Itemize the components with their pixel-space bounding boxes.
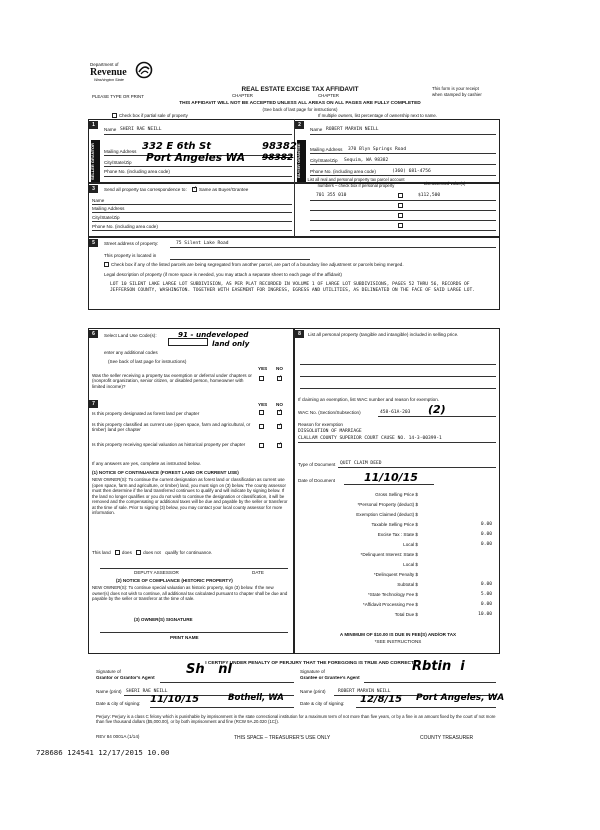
notice2-text: NEW OWNER(S): To continue special valuation as historic property, sign (3) below. If the new owner(s) does not wish to continue, all additional tax calculated pursuant to chapter shall be due and payable by the seller or transferor at the time of sale. — [92, 585, 288, 601]
wac-subsection-handwritten: (2) — [428, 403, 446, 416]
q3-no-checkbox[interactable] — [277, 424, 282, 429]
q1-text: Was the seller receiving a property tax exemption or deferral under chapters or (nonprofit organization, senior citizen, or disabled person, homeowner with limited income)? — [92, 373, 252, 389]
tax-row-label: *Personal Property (deduct) $ — [357, 502, 418, 507]
parcel-checkbox-1[interactable] — [398, 193, 403, 198]
section-7-number: 7 — [89, 400, 98, 408]
buyer-city-value: Sequim, WA 98382 — [344, 158, 389, 163]
multiple-owners-note: If multiple owners, list percentage of ownership next to name. — [318, 113, 438, 118]
tax-row-label: Excise Tax : State $ — [377, 532, 418, 537]
q4-no-checkbox[interactable] — [277, 443, 282, 448]
section-5-number: 5 — [89, 239, 98, 247]
land-use-code-handwritten: 91 - undeveloped — [178, 330, 249, 339]
q2-no-checkbox[interactable] — [277, 410, 282, 415]
please-type: PLEASE TYPE OR PRINT — [92, 94, 144, 99]
q1-yes-checkbox[interactable] — [259, 376, 264, 381]
seller-mailing-handwritten: 332 E 6th St — [142, 141, 211, 152]
grantee-sig-label-1: Signature of — [300, 669, 325, 674]
enter-codes-label: enter any additional codes — [104, 350, 158, 355]
tax-row — [298, 612, 496, 621]
buyer-phone-value: (360) 681-4756 — [392, 169, 431, 174]
seller-phone-label: Phone No. (including area code) — [104, 169, 170, 174]
buyer-name-label: Name — [310, 127, 323, 132]
grantor-signature: Sh nl — [186, 662, 232, 677]
reason-line-2: CLALLAM COUNTY SUPERIOR COURT CAUSE NO. 14-3-00399-1 — [298, 436, 442, 441]
legal-label: Legal description of property (if more space is needed, you may attach a separate sheet to each page of the affidavit) — [104, 272, 342, 277]
grantor-date-handwritten: 11/10/15 — [150, 694, 200, 705]
buyer-mailing-label: Mailing Address — [310, 147, 343, 152]
yes-header-1: YES — [258, 366, 268, 371]
treasurer-space-label: THIS SPACE – TREASURER'S USE ONLY — [234, 735, 331, 741]
grantee-date-handwritten: 12/8/15 — [360, 694, 403, 705]
parcel-checkboxes — [398, 193, 405, 198]
buyer-sidebar: BUYER GRANTEE — [297, 140, 306, 182]
tax-row — [298, 592, 496, 601]
same-as-buyer-checkbox[interactable] — [192, 187, 197, 192]
grantor-sig-label-2: Grantor or Grantor's Agent — [96, 675, 155, 680]
send-tax-city-label: City/State/Zip — [92, 215, 120, 220]
tax-row-label: Taxable Selling Price $ — [371, 522, 418, 527]
seller-zip-struck: 98382 — [262, 153, 294, 163]
grantee-signature: Rbtin i — [412, 659, 465, 674]
land-continuance-row — [92, 550, 212, 555]
q5-text: If any answers are yes, complete as instructed below. — [92, 461, 201, 466]
tax-row-label: *Delinquent Penalty $ — [373, 572, 418, 577]
tax-row-label: *Delinquent Interest: State $ — [360, 552, 418, 557]
does-label: does — [121, 550, 132, 555]
parcel-checkbox-3[interactable] — [398, 213, 403, 218]
partial-sale-label: Check box if partial sale of property — [119, 113, 188, 118]
tax-row-label: Local $ — [403, 562, 418, 567]
dept-line2: Revenue — [90, 67, 127, 78]
personal-property-label: List all personal property (tangible and intangible) included in selling price. — [308, 332, 459, 337]
notice1-text: NEW OWNER(S): To continue the current designation as forest land or classification as current use (open space, farm and agriculture, or timber) land, you must sign on (3) below. The county assessor must then determine if the land transferred continues to qualify and will indicate by signing below. If the land no longer qualifies or you do not wish to continue the designation or classification, it will be removed and the compensating or additional taxes will be due and payable by the seller or transferor at the time of sale. Prior to signing (3) below, you may contact your local county assessor for more information. — [92, 477, 288, 515]
doc-date-label: Date of Document — [298, 478, 336, 483]
q1-no-checkbox[interactable] — [277, 376, 282, 381]
grantor-sig-label-1: Signature of — [96, 669, 121, 674]
claim-exemption-label: If claiming an exemption, list WAC number and reason for exemption. — [298, 397, 440, 402]
tax-row-label: *Affidavit Processing Fee $ — [362, 602, 418, 607]
send-tax-label: Send all property tax correspondence to: — [104, 187, 187, 192]
receipt-note-1: This form is your receipt — [432, 86, 479, 91]
no-header-1: NO — [276, 366, 283, 371]
tax-row-label: Exemption Claimed (deduct) $ — [356, 512, 418, 517]
same-as-buyer-label: Same as Buyer/Grantee — [199, 187, 249, 192]
tax-row-label: Subtotal $ — [397, 582, 418, 587]
this-land-label: This land — [92, 550, 111, 555]
tax-row-label: *State Technology Fee $ — [368, 592, 418, 597]
parcel-number: 701 355 010 — [316, 193, 347, 198]
q2-text: Is this property designated as forest land per chapter — [92, 411, 200, 416]
tax-row — [298, 602, 496, 611]
notice2-title: (2) NOTICE OF COMPLIANCE (HISTORIC PROPERTY) — [116, 578, 233, 583]
does-not-checkbox[interactable] — [136, 550, 141, 555]
q4-text: Is this property receiving special valuation as historical property per chapter — [92, 442, 246, 447]
land-use-see-back: (See back of last page for instructions) — [108, 359, 187, 364]
tax-row — [298, 582, 496, 591]
yes-header-2: YES — [258, 402, 268, 407]
section-1-number: 1 — [89, 121, 98, 129]
section-8-number: 8 — [295, 330, 304, 338]
send-tax-name-label: Name — [92, 198, 105, 203]
section-6-number: 6 — [89, 330, 98, 338]
grantee-sig-label-2: Grantee or Grantee's Agent — [300, 675, 360, 680]
parcel-checkbox-2[interactable] — [398, 203, 403, 208]
parcels-heading-2: numbers – check box if personal property — [317, 183, 395, 188]
send-tax-mailing-label: Mailing Address — [92, 206, 125, 211]
buyer-city-label: City/State/Zip — [310, 158, 338, 163]
not-accepted-warning: THIS AFFIDAVIT WILL NOT BE ACCEPTED UNLESS ALL AREAS ON ALL PAGES ARE FULLY COMPLETED — [179, 101, 421, 106]
seller-sidebar: SELLER GRANTOR — [91, 140, 100, 182]
partial-sale-checkbox[interactable] — [112, 113, 117, 118]
deputy-date-label: DATE — [252, 570, 264, 575]
wac-value: 458-61A-203 — [380, 410, 411, 415]
grantor-date-label: Date & city of signing: — [96, 701, 141, 706]
print-name-label: PRINT NAME — [170, 635, 199, 640]
q3-yes-checkbox[interactable] — [259, 424, 264, 429]
dept-line1: Department of — [90, 62, 119, 67]
owner-signature-label: (3) OWNER(S) SIGNATURE — [134, 617, 193, 622]
land-use-code-box[interactable] — [168, 338, 208, 346]
grantor-name-label: Name (print) — [96, 689, 122, 694]
buyer-phone-label: Phone No. (including area code) — [310, 169, 376, 174]
land-use-code-handwritten-2: land only — [212, 339, 250, 348]
section-3-number: 3 — [89, 185, 98, 193]
q4-yes-checkbox[interactable] — [259, 443, 264, 448]
form-title: REAL ESTATE EXCISE TAX AFFIDAVIT — [241, 86, 359, 93]
see-back-note: (See back of last page for instructions) — [262, 107, 338, 112]
tax-row-value: 10.00 — [478, 612, 492, 617]
seller-city-label: City/State/Zip — [104, 160, 132, 165]
partial-sale-checkbox-row[interactable] — [112, 113, 188, 118]
tax-row-value: 5.00 — [480, 592, 492, 597]
revenue-logo — [88, 58, 158, 86]
receipt-note-2: when stamped by cashier — [432, 92, 482, 97]
seller-name-value: SHERI RAE NEILL — [120, 127, 162, 132]
grantee-name-value: ROBERT MARVIN NEILL — [338, 689, 391, 694]
qualify-label: qualify for continuance. — [165, 550, 213, 555]
tax-row — [298, 522, 496, 531]
land-use-label: Select Land Use Code(s): — [104, 333, 157, 338]
tax-row-label: Total Due $ — [394, 612, 418, 617]
tax-row — [298, 512, 496, 521]
see-instructions-note: *SEE INSTRUCTIONS — [374, 639, 422, 644]
rev-number: REV 84 0001A (1/14) — [96, 734, 140, 739]
revenue-swirl-icon — [135, 61, 153, 79]
parcels-heading-1: List all real and personal property tax parcel account — [307, 177, 405, 182]
parcel-checkbox-4[interactable] — [398, 223, 403, 228]
doc-type-value: QUIT CLAIM DEED — [340, 461, 382, 466]
doc-type-label: Type of Document — [298, 462, 336, 467]
q3-text: Is this property classified as current use (open space, farm and agricultural, or timber) land per chapter — [92, 422, 251, 433]
street-value: 75 Silent Lake Road — [176, 241, 229, 246]
tax-row — [298, 572, 496, 581]
assessed-value: $112,500 — [418, 193, 441, 198]
buyer-name-value: ROBERT MARVIN NEILL — [326, 127, 379, 132]
legal-description: LOT 10 SILENT LAKE LARGE LOT SUBDIVISION, AS PER PLAT RECORDED IN VOLUME 1 OF LARGE LOT SUBDIVISIONS, PAGES 52 THRU 56, RECORDS OF JEFFERSON COUNTY, WASHINGTON. TOGETHER WITH EASEMENT FOR INGRESS, EGRESS AND UTILITIES, AS DELINEATED ON THE FACE OF SAID LARGE LOT. — [110, 282, 476, 294]
tax-row-label: Local $ — [403, 542, 418, 547]
buyer-mailing-value: 370 Blyn Springs Road — [348, 147, 407, 152]
minimum-due-note: A MINIMUM OF $10.00 IS DUE IN FEE(S) AND/OR TAX — [339, 632, 457, 637]
tax-row — [298, 552, 496, 561]
section-2-number: 2 — [295, 121, 304, 129]
chapter-right: CHAPTER — [318, 93, 339, 98]
perjury-text: Perjury: Perjury is a class C felony which is punishable by imprisonment in the state correctional institution for a maximum term of not more than five years, or by a fine in an amount fixed by the court of not more than five thousand dollars ($5,000.00), or by both imprisonment and fine (RCW 9A.20.020 (1C)). — [96, 714, 496, 725]
q2-yes-checkbox[interactable] — [259, 410, 264, 415]
tax-row — [298, 532, 496, 541]
does-checkbox[interactable] — [115, 550, 120, 555]
tax-row — [298, 492, 496, 501]
located-label: This property is located in — [104, 253, 157, 258]
seller-zip-handwritten: 98382 — [262, 141, 297, 152]
segregated-row — [104, 262, 496, 267]
send-tax-phone-label: Phone No. (including area code) — [92, 224, 158, 229]
segregated-label: Check box if any of the listed parcels are being segregated from another parcel, are part of a boundary line adjustment or parcels being merged. — [111, 262, 404, 267]
tax-row-label: Gross Selling Price $ — [375, 492, 418, 497]
recording-stamp: 728686 124541 12/17/2015 10.00 — [36, 748, 170, 757]
doc-date-handwritten: 11/10/15 — [364, 471, 418, 484]
grantee-name-label: Name (print) — [300, 689, 326, 694]
grantee-date-label: Date & city of signing: — [300, 701, 345, 706]
grantor-city-handwritten: Bothell, WA — [228, 693, 284, 703]
reason-label: Reason for exemption — [298, 422, 343, 427]
tax-row-value: 0.00 — [480, 532, 492, 537]
certify-statement: I CERTIFY UNDER PENALTY OF PERJURY THAT THE FOREGOING IS TRUE AND CORRECT. — [205, 661, 415, 666]
seller-name-label: Name — [104, 127, 117, 132]
dept-line3: Washington State — [94, 78, 124, 82]
tax-row — [298, 562, 496, 571]
street-label: Street address of property: — [104, 241, 159, 246]
does-not-label: does not — [143, 550, 161, 555]
wac-label: WAC No. (Section/Subsection) — [298, 410, 361, 415]
tax-row — [298, 542, 496, 551]
reason-line-1: DISSOLUTION OF MARRIAGE — [298, 429, 362, 434]
notice1-title: (1) NOTICE OF CONTINUANCE (FOREST LAND OR CURRENT USE) — [92, 470, 239, 475]
tax-row — [298, 502, 496, 511]
county-treasurer-label: COUNTY TREASURER — [420, 735, 474, 741]
seller-mailing-label: Mailing Address — [104, 149, 137, 154]
segregated-checkbox[interactable] — [104, 262, 109, 267]
grantee-city-handwritten: Port Angeles, WA — [416, 693, 505, 703]
tax-row-value: 0.00 — [480, 522, 492, 527]
tax-row-value: 0.00 — [480, 582, 492, 587]
tax-row-value: 0.00 — [480, 602, 492, 607]
deputy-assessor-label: DEPUTY ASSESSOR — [134, 570, 179, 575]
tax-row-value: 0.00 — [480, 542, 492, 547]
seller-city-handwritten: Port Angeles WA — [146, 152, 245, 164]
chapter-left: CHAPTER — [232, 93, 253, 98]
no-header-2: NO — [276, 402, 283, 407]
assessed-label: List assessed value(s) — [424, 181, 466, 186]
grantor-name-value: SHERI RAE NEILL — [126, 689, 168, 694]
send-tax-row — [104, 187, 248, 192]
